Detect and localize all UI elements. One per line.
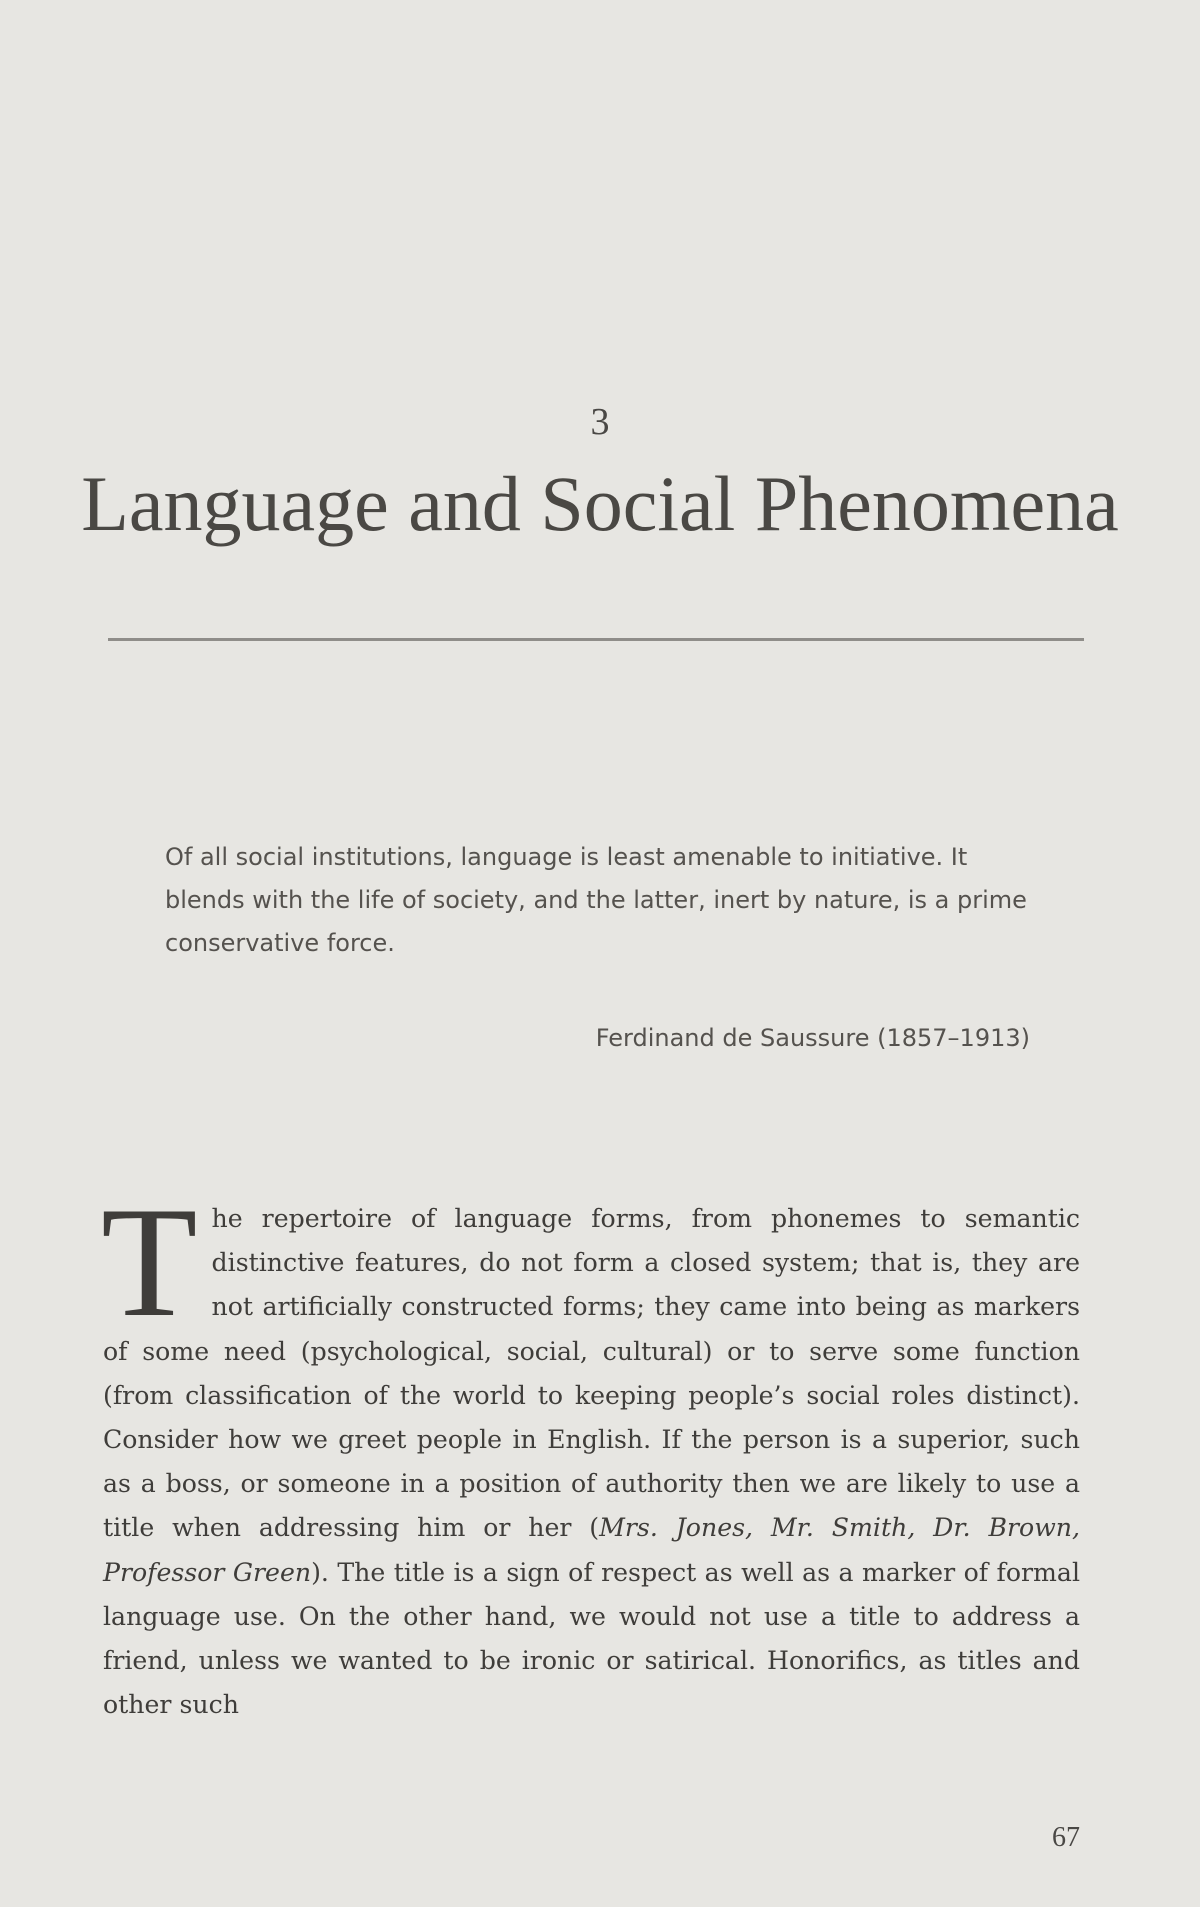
chapter-number: 3	[590, 401, 610, 443]
page-number: 67	[1052, 1822, 1080, 1853]
title-divider	[108, 638, 1084, 641]
drop-cap: T	[101, 1175, 198, 1350]
title-examples: Mrs. Jones, Mr. Smith, Dr. Brown, Professor Green	[103, 1513, 1081, 1587]
chapter-title: Language and Social Phenomena	[81, 460, 1119, 547]
body-paragraph	[101, 1175, 1081, 1727]
body-text-part-1: he repertoire of language forms, from phonemes to semantic distinctive features, do not form a closed system; that is, they are not artificially constructed forms; they came into being as markers of some need (psychological, social, cultural) or to serve some function (from classification of the world to keeping people’s social roles distinct). Consider how we greet people in English. If the person is a superior, such as a boss, or someone in a position of authority then we are likely to use a title when addressing him or her (	[103, 1204, 1080, 1543]
epigraph-quote: Of all social institutions, language is least amenable to initiative. It blends with the life of society, and the latter, inert by nature, is a prime conservative force.	[165, 843, 1027, 957]
body-text-part-2: ). The title is a sign of respect as well as a marker of formal language use. On the other hand, we would not use a title to address a friend, unless we wanted to be ironic or satirical. Honorifics, as titles and other such	[103, 1557, 1080, 1720]
epigraph-attribution: Ferdinand de Saussure (1857–1913)	[595, 1024, 1030, 1052]
